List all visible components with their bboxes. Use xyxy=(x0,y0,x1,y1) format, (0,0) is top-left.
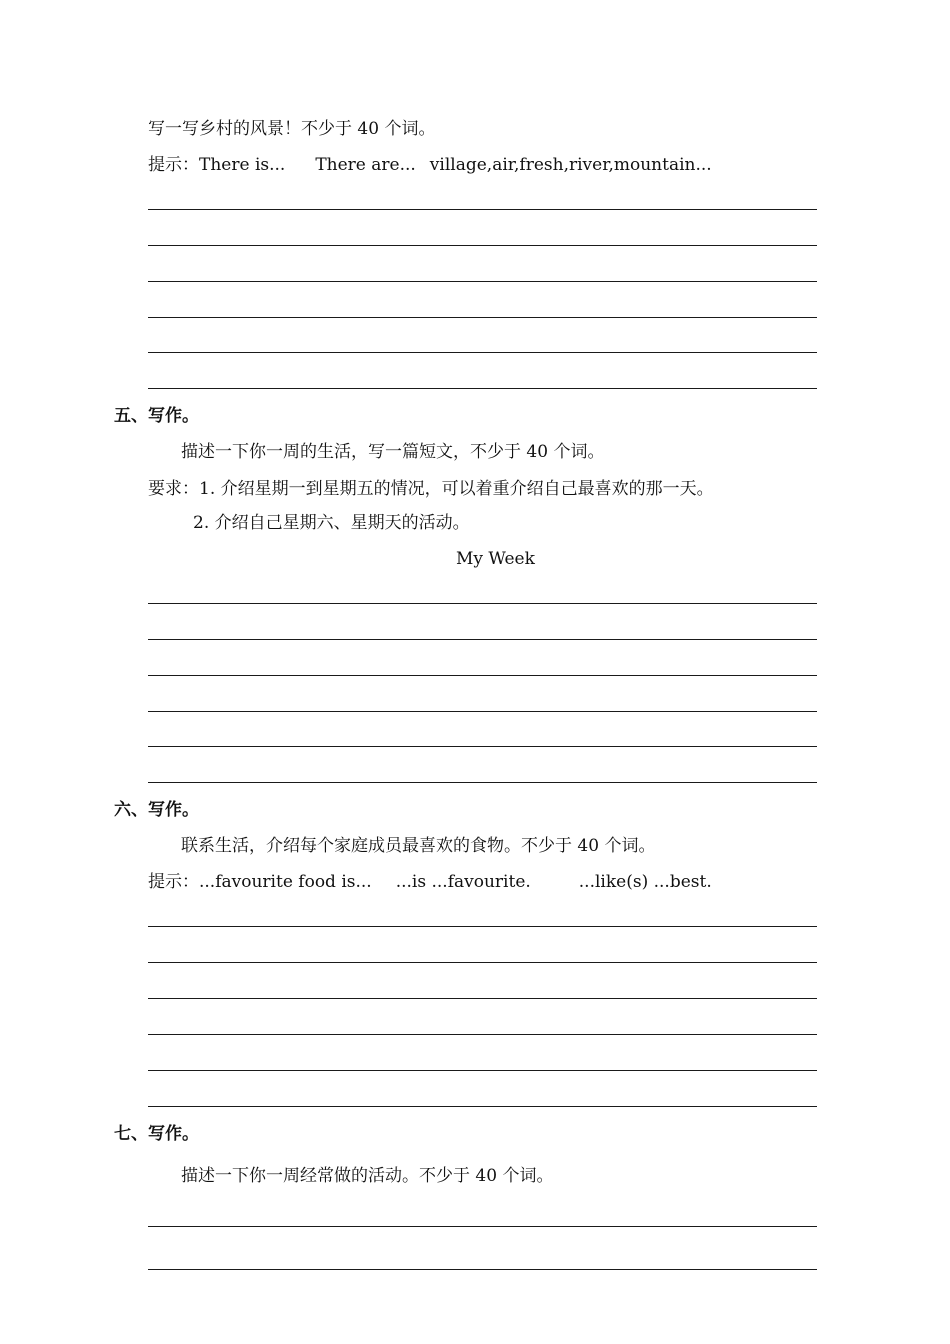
writing-line xyxy=(148,1070,817,1071)
writing-line xyxy=(148,998,817,999)
writing-line xyxy=(148,1106,817,1107)
hint-there-are: There are... xyxy=(315,155,416,175)
writing-line xyxy=(148,1226,817,1227)
writing-line xyxy=(148,388,817,389)
writing-line xyxy=(148,352,817,353)
writing-line xyxy=(148,962,817,963)
writing-line xyxy=(148,1034,817,1035)
section6-heading: 六、写作。 xyxy=(114,800,199,820)
writing-line xyxy=(148,639,817,640)
hint-label: 提示： xyxy=(148,872,199,892)
section5-requirement-2: 2. 介绍自己星期六、星期天的活动。 xyxy=(193,513,470,533)
writing-line xyxy=(148,281,817,282)
writing-line xyxy=(148,926,817,927)
writing-line xyxy=(148,675,817,676)
writing-line xyxy=(148,317,817,318)
section5-requirement-1: 要求：1. 介绍星期一到星期五的情况，可以着重介绍自己最喜欢的那一天。 xyxy=(148,479,714,499)
section6-hint xyxy=(148,872,712,892)
hint-there-is: There is... xyxy=(199,155,286,175)
writing-line xyxy=(148,603,817,604)
writing-line xyxy=(148,711,817,712)
hint-vocabulary: village,air,fresh,river,mountain... xyxy=(429,155,712,175)
section7-heading: 七、写作。 xyxy=(114,1124,199,1144)
section7-prompt: 描述一下你一周经常做的活动。不少于 40 个词。 xyxy=(181,1166,554,1186)
section5-heading: 五、写作。 xyxy=(114,406,199,426)
writing-line xyxy=(148,782,817,783)
section4-hint xyxy=(148,155,712,175)
hint-favourite-food: ...favourite food is... xyxy=(199,872,372,892)
writing-line xyxy=(148,245,817,246)
section4-prompt: 写一写乡村的风景！不少于 40 个词。 xyxy=(148,119,436,139)
section6-prompt: 联系生活，介绍每个家庭成员最喜欢的食物。不少于 40 个词。 xyxy=(181,836,656,856)
writing-line xyxy=(148,209,817,210)
writing-line xyxy=(148,746,817,747)
hint-is-favourite: ...is ...favourite. xyxy=(395,872,531,892)
hint-likes-best: ...like(s) ...best. xyxy=(578,872,712,892)
hint-label: 提示： xyxy=(148,155,199,175)
section5-prompt: 描述一下你一周的生活，写一篇短文，不少于 40 个词。 xyxy=(181,442,605,462)
writing-line xyxy=(148,1269,817,1270)
section5-essay-title: My Week xyxy=(456,549,535,569)
